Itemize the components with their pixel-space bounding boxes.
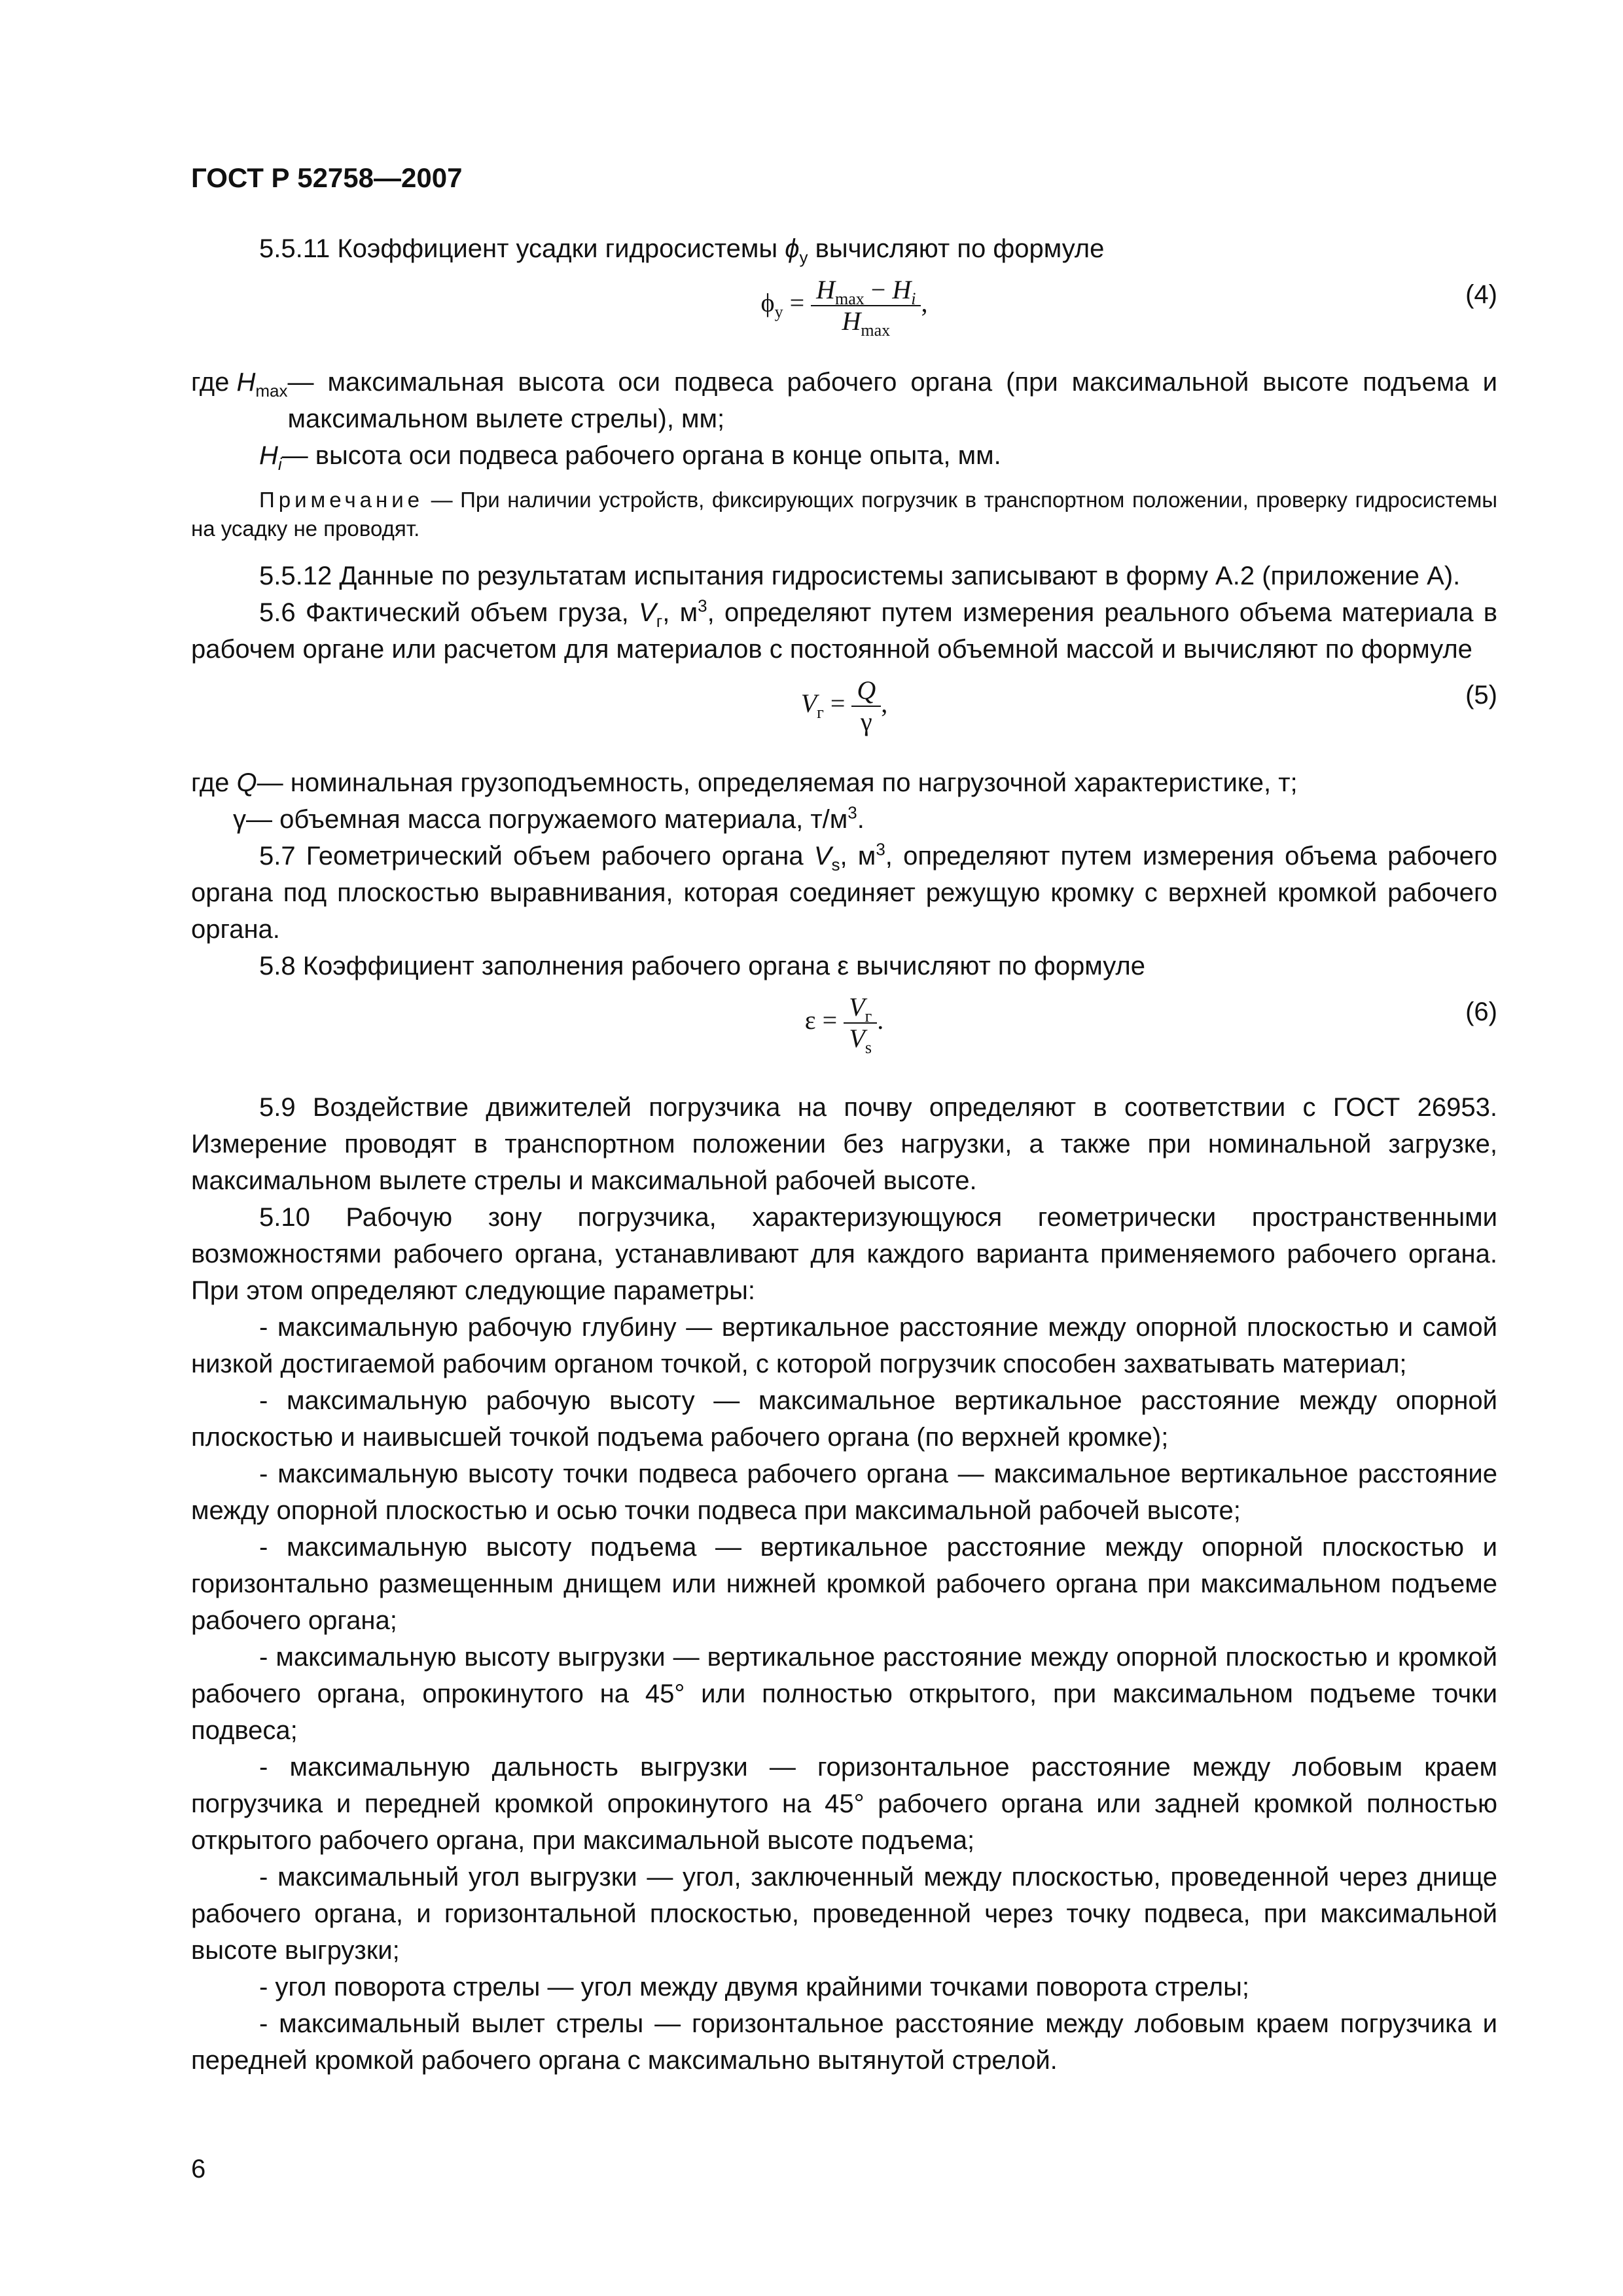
formula-5-number: (5) bbox=[1465, 681, 1497, 709]
page-number: 6 bbox=[191, 2155, 206, 2183]
formula-4: $\phi_у$ = $\frac{H_{max} - H_i}{H_{max}}$ , (4) bbox=[760, 275, 1497, 340]
list-item: - максимальную рабочую высоту — максимальное вертикальное расстояние между опорной плоскостью и наивысшей точкой подъема рабочего органа (по верхней кромке); bbox=[191, 1386, 1497, 1452]
section-5-8: 5.8 Коэффициент заполнения рабочего органа ε вычисляют по формуле bbox=[259, 952, 1145, 980]
list-item: - максимальный вылет стрелы — горизонтальное расстояние между лобовым краем погрузчика и передней кромкой рабочего органа с максимально вытянутой стрелой. bbox=[191, 2009, 1497, 2075]
list-item: - максимальный угол выгрузки — угол, заключенный между плоскостью, проведенной через днище рабочего органа, и горизонтальной плоскостью, проведенной через точку подвеса, при максимальной высоте выгрузки; bbox=[191, 1863, 1497, 1965]
formula-6-number: (6) bbox=[1465, 997, 1497, 1026]
list-item: - максимальную высоту точки подвеса рабочего органа — максимальное вертикальное расстояние между опорной плоскостью и осью точки подвеса при максимальной рабочей высоте; bbox=[191, 1460, 1497, 1525]
section-5-10: 5.10 Рабочую зону погрузчика, характеризующуюся геометрически пространственными возможностями рабочего органа, устанавливают для каждого варианта применяемого рабочего органа. При этом определяют следующие параметры: bbox=[191, 1203, 1497, 1305]
list-item: - максимальную высоту выгрузки — вертикальное расстояние между опорной плоскостью и кромкой рабочего органа, опрокинутого на 45° или полностью открытого, при максимальном подъеме точки подвеса; bbox=[191, 1643, 1497, 1745]
parameter-list bbox=[191, 1309, 1497, 2079]
list-item: - максимальную дальность выгрузки — горизонтальное расстояние между лобовым краем погрузчика и передней кромкой опрокинутого на 45° рабочего органа или задней кромкой полностью открытого рабочего органа, при максимальной высоте подъема; bbox=[191, 1753, 1497, 1855]
formula-5-fraction: $\frac{Q}{\gamma}$ bbox=[851, 675, 881, 737]
section-5-7: 5.7 Геометрический объем рабочего органа $V_s$, $м^3$, определяют путем измерения объема рабочего органа под плоскостью выравнивания, которая соединяет режущую кромку с верхней кромкой рабочего органа. bbox=[191, 839, 1497, 944]
note-paragraph: Примечание — При наличии устройств, фиксирующих погрузчик в транспортном положении, проверку гидросистемы на усадку не проводят. bbox=[191, 488, 1497, 541]
formula-5: $V_г$ = $\frac{Q}{\gamma}$ , (5) bbox=[800, 675, 1497, 736]
list-item: - максимальную рабочую глубину — вертикальное расстояние между опорной плоскостью и самой низкой достигаемой рабочим органом точкой, с которой погрузчик способен захватывать материал; bbox=[191, 1313, 1497, 1378]
section-5-9: 5.9 Воздействие движителей погрузчика на почву определяют в соответствии с ГОСТ 26953. Измерение проводят в транспортном положении без нагрузки, а также при номинальной загрузке, максимальном вылете стрелы и максимальной рабочей высоте. bbox=[191, 1093, 1497, 1195]
section-5-5-12: 5.5.12 Данные по результатам испытания гидросистемы записывают в форму А.2 (приложение А). bbox=[259, 562, 1461, 590]
section-5-6: 5.6 Фактический объем груза, $V_г$, $м^3$, определяют путем измерения реального объема материала в рабочем органе или расчетом для материалов с постоянной объемной массой и вычисляют по формуле bbox=[191, 596, 1497, 664]
formula-6-fraction: $\frac{V_г}{V_s}$ bbox=[844, 992, 877, 1054]
formula-4-number: (4) bbox=[1465, 280, 1497, 309]
document-header: ГОСТ Р 52758—2007 bbox=[191, 162, 463, 193]
document-body bbox=[191, 230, 1497, 2079]
where-block-4: где $H_{max}$ — максимальная высота оси подвеса рабочего органа (при максимальной высоте подъема и максимальном вылете стрелы), мм; $H_i$ — высота оси подвеса рабочего органа в конце опыта, мм. bbox=[191, 368, 1497, 474]
section-5-5-11: 5.5.11 Коэффициент усадки гидросистемы $\phi_у$ вычисляют по формуле bbox=[259, 234, 1105, 267]
formula-6: ε = $\frac{V_г}{V_s}$ . (6) bbox=[804, 992, 1497, 1057]
where-block-5: где Q — номинальная грузоподъемность, определяемая по нагрузочной характеристике, т; γ — объемная масса погружаемого материала, $т/м^3$. bbox=[191, 768, 1298, 834]
list-item: - максимальную высоту подъема — вертикальное расстояние между опорной плоскостью и горизонтально размещенным днищем или нижней кромкой рабочего органа при максимальном подъеме рабочего органа; bbox=[191, 1533, 1497, 1635]
formula-4-fraction: $\frac{H_{max} - H_i}{H_{max}}$ bbox=[811, 275, 921, 336]
list-item: - угол поворота стрелы — угол между двумя крайними точками поворота стрелы; bbox=[259, 1973, 1250, 2001]
